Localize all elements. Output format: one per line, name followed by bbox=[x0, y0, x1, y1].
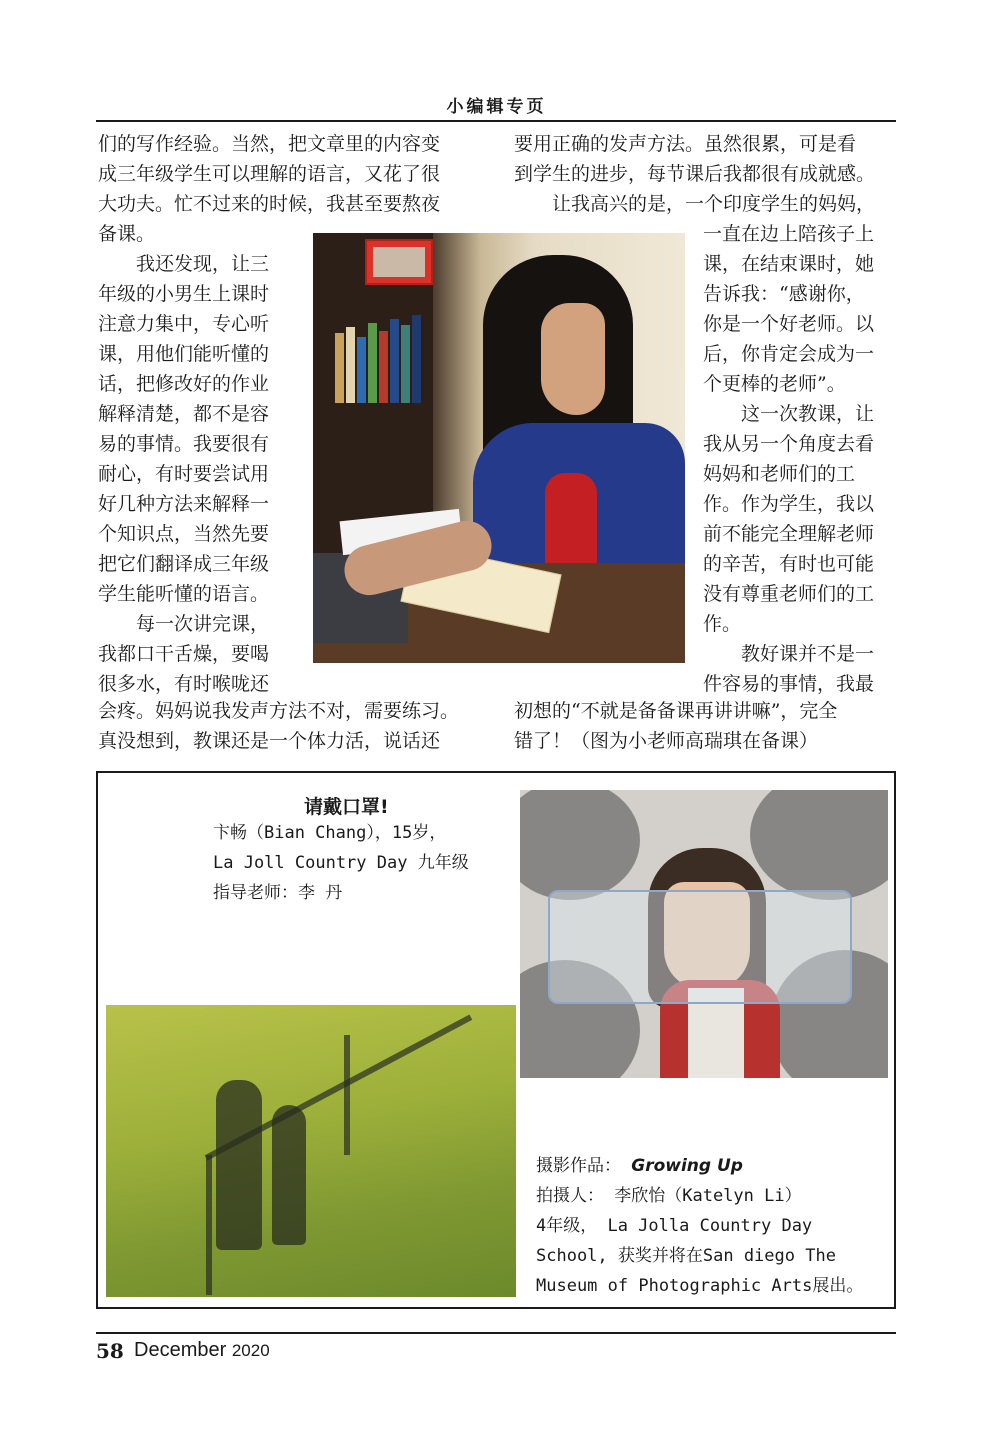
book bbox=[335, 333, 344, 403]
book bbox=[412, 315, 421, 403]
text-line: 的辛苦，有时也可能 bbox=[703, 553, 875, 575]
text-line: 很多水，有时喉咙还 bbox=[98, 673, 270, 695]
text-line: 把它们翻译成三年级 bbox=[98, 553, 270, 575]
text-line: 会疼。妈妈说我发声方法不对，需要练习。 bbox=[98, 700, 460, 722]
issue-year: 2020 bbox=[231, 1341, 270, 1360]
text-line: 课，用他们能听懂的 bbox=[98, 343, 270, 365]
book bbox=[390, 319, 399, 403]
text-line: 我都口干舌燥，要喝 bbox=[98, 643, 270, 665]
photo-credits bbox=[536, 1151, 863, 1301]
text-line: 好几种方法来解释一 bbox=[98, 493, 270, 515]
text-line: 错了！（图为小老师高瑞琪在备课） bbox=[514, 730, 819, 752]
text-line: 我还发现，让三 bbox=[136, 253, 270, 275]
text-line: 你是一个好老师。以 bbox=[703, 313, 875, 335]
text-line: 要用正确的发声方法。虽然很累，可是看 bbox=[514, 133, 857, 155]
issue-month: December bbox=[134, 1339, 227, 1361]
smoke-shape bbox=[750, 790, 888, 900]
book bbox=[346, 327, 355, 403]
credit-line: 指导老师：李 丹 bbox=[213, 883, 343, 903]
section-title: 小编辑专页 bbox=[446, 97, 547, 117]
credit-line bbox=[536, 1151, 863, 1181]
text-line: 学生能听懂的语言。 bbox=[98, 583, 270, 605]
text-line: 作。 bbox=[703, 613, 742, 635]
text-line: 我从另一个角度去看 bbox=[703, 433, 875, 455]
right-column-top bbox=[514, 129, 875, 219]
text-line: 解释清楚，都不是容 bbox=[98, 403, 270, 425]
footer-rule bbox=[96, 1332, 896, 1334]
text-line: 妈妈和老师们的工 bbox=[703, 463, 856, 485]
left-column-wrap bbox=[98, 249, 269, 699]
text-line: 备课。 bbox=[98, 223, 156, 245]
text-line: 注意力集中，专心听 bbox=[98, 313, 270, 335]
text-line: 初想的“不就是备备课再讲讲嘛”，完全 bbox=[514, 700, 838, 722]
text-line: 作。作为学生，我以 bbox=[703, 493, 875, 515]
text-line: 年级的小男生上课时 bbox=[98, 283, 270, 305]
left-column-top bbox=[98, 129, 440, 249]
text-line: 个知识点，当然先要 bbox=[98, 523, 270, 545]
text-line: 易的事情。我要很有 bbox=[98, 433, 270, 455]
railing-post-shadow bbox=[344, 1035, 350, 1155]
text-line: 没有尊重老师们的工 bbox=[703, 583, 875, 605]
photo-label: 摄影作品： bbox=[536, 1156, 621, 1176]
teacher-photo bbox=[313, 233, 685, 663]
text-line: 件容易的事情，我最 bbox=[703, 673, 875, 695]
right-column-bottom bbox=[514, 696, 837, 756]
left-column-bottom bbox=[98, 696, 459, 756]
text-line: 告诉我：“感谢你， bbox=[703, 283, 865, 305]
book bbox=[401, 325, 410, 403]
text-line: 课，在结束课时，她 bbox=[703, 253, 875, 275]
text-line: 后，你肯定会成为一 bbox=[703, 343, 875, 365]
text-line: 一直在边上陪孩子上 bbox=[703, 223, 875, 245]
photo-title: Growing Up bbox=[631, 1156, 743, 1176]
text-line: 到学生的进步，每节课后我都很有成就感。 bbox=[514, 163, 876, 185]
text-line: 成三年级学生可以理解的语言，又花了很 bbox=[98, 163, 441, 185]
text-line: 大功夫。忙不过来的时候，我甚至要熬夜 bbox=[98, 193, 441, 215]
book bbox=[379, 331, 388, 403]
student-face bbox=[541, 303, 605, 415]
text-line: 个更棒的老师”。 bbox=[703, 373, 846, 395]
person-shadow bbox=[272, 1105, 306, 1245]
smoke-shape bbox=[520, 790, 640, 900]
text-line: 这一次教课，让 bbox=[741, 403, 875, 425]
growing-up-photo bbox=[106, 1005, 516, 1297]
credit-line: 4年级， La Jolla Country Day bbox=[536, 1216, 813, 1236]
credit-line: Museum of Photographic Arts展出。 bbox=[536, 1276, 864, 1296]
text-line: 让我高兴的是，一个印度学生的妈妈， bbox=[552, 193, 876, 215]
credit-line: 卞畅（Bian Chang），15岁， bbox=[213, 823, 447, 843]
credit-line: 拍摄人： 李欣怡（Katelyn Li） bbox=[536, 1186, 802, 1206]
text-line: 话，把修改好的作业 bbox=[98, 373, 270, 395]
issue-date bbox=[134, 1339, 270, 1362]
text-line: 每一次讲完课， bbox=[136, 613, 270, 635]
right-column-wrap bbox=[703, 219, 874, 699]
text-line: 耐心，有时要尝试用 bbox=[98, 463, 270, 485]
text-line: 真没想到，教课还是一个体力活，说话还 bbox=[98, 730, 441, 752]
face-mask bbox=[548, 890, 852, 1004]
text-line: 们的写作经验。当然，把文章里的内容变 bbox=[98, 133, 441, 155]
text-line: 前不能完全理解老师 bbox=[703, 523, 875, 545]
mask-drawing bbox=[520, 790, 888, 1078]
person-shadow bbox=[216, 1080, 262, 1250]
drawing-credits bbox=[213, 818, 469, 908]
drawing-title: 请戴口罩! bbox=[304, 796, 389, 818]
credit-line: La Joll Country Day 九年级 bbox=[213, 853, 469, 873]
page-number: 58 bbox=[96, 1339, 124, 1363]
credit-line: School, 获奖并将在San diego The bbox=[536, 1246, 836, 1266]
book bbox=[368, 323, 377, 403]
railing-post-shadow bbox=[206, 1155, 212, 1295]
book bbox=[357, 337, 366, 403]
text-line: 教好课并不是一 bbox=[741, 643, 875, 665]
photo-frame bbox=[365, 239, 433, 285]
header-rule bbox=[96, 120, 896, 122]
